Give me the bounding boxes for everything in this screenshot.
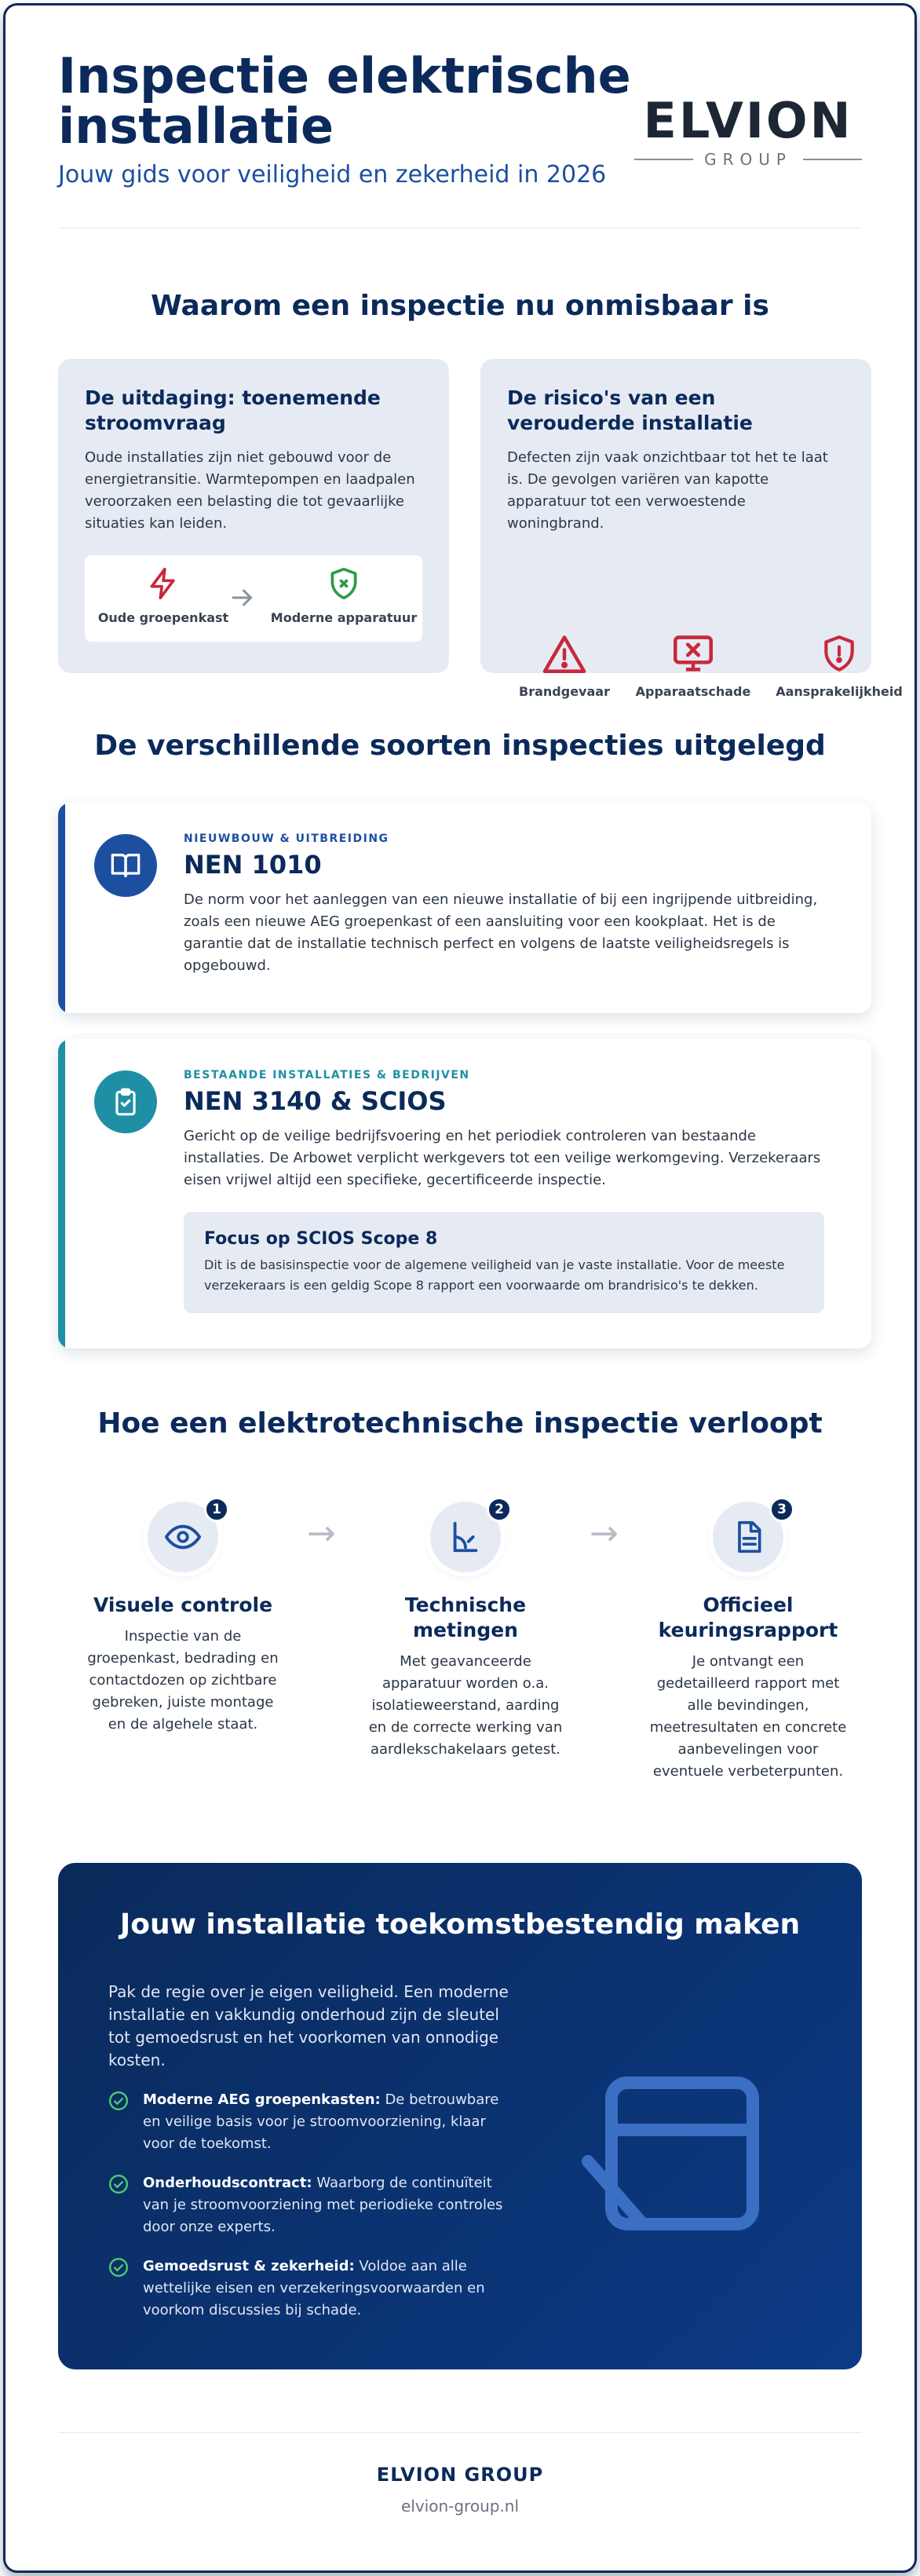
benefit-item [108,2089,509,2155]
shield-alert-icon [817,634,861,673]
benefit-bold: Onderhoudscontract: [143,2175,312,2191]
step-number: 2 [487,1497,512,1522]
shield-check-icon [327,566,361,601]
lightning-icon [146,566,181,601]
panel-graphic-icon [580,2067,761,2248]
cta-title: Jouw installatie toekomstbestendig maken [119,1908,801,1941]
types-section-title: De verschillende soorten inspecties uitgelegd [94,730,826,762]
document-icon [731,1520,765,1554]
cta-panel [58,1863,862,2369]
step-official-report [638,1502,858,1783]
nen1010-title: NEN 1010 [184,850,322,880]
check-circle-icon [108,2257,129,2278]
cta-benefits-list [108,2089,509,2339]
process-section-title: Hoe een elektrotechnische inspectie verloopt [97,1407,823,1440]
step-text: Inspectie van de groepenkast, bedrading en contactdozen op zichtbare gebreken, juiste montage en de algehele staat. [87,1628,279,1733]
risk-fire [494,634,635,699]
focus-text: Dit is de basisinspectie voor de algemene veiligheid van je vaste installatie. Voor de meeste verzekeraars is een geldig Scope 8 rapport een voorwaarde om brandrisico's te dekken. [204,1257,785,1293]
step-technical-measurements [356,1502,575,1761]
page-title: Inspectie elektrische installatie [58,47,631,155]
cta-intro: Pak de regie over je eigen veiligheid. Een moderne installatie en vakkundig onderhoud zijn de sleutel tot gemoedsrust en het voorkomen van onnodige kosten. [108,1982,509,2069]
nen3140-eyebrow: BESTAANDE INSTALLATIES & BEDRIJVEN [184,1069,470,1081]
clipboard-check-icon [111,1087,141,1117]
nen1010-text: De norm voor het aanleggen van een nieuwe installatie of bij een ingrijpende uitbreiding, zoals een nieuwe AEG groepenkast of een aansluiting voor een kookplaat. Het is de garantie dat de installatie technisch perfect en volgens de laatste veiligheidsregels is opgebouwd. [184,891,818,974]
check-circle-icon [108,2091,129,2111]
risk-label: Brandgevaar [519,684,610,699]
company-logo [634,92,862,169]
logo-wordmark: ELVION [643,92,853,149]
logo-subtext: GROUP [704,150,792,169]
why-section-title: Waarom een inspectie nu onmisbaar is [151,290,769,322]
risks-text: Defecten zijn vaak onzichtbaar tot het te laat is. De gevolgen variëren van kapotte apparatuur tot een verwoestende woningbrand. [507,449,828,532]
book-icon [110,850,141,881]
challenge-card [58,359,449,673]
header-divider [58,228,862,229]
benefit-item [108,2172,509,2238]
nen3140-text: Gericht op de veilige bedrijfsvoering en het periodiek controleren van bestaande installaties. De Arbowet verplicht werkgevers tot een veilige werkomgeving. Verzekeraars eisen vrijwel altijd een specifieke, gecertificeerde inspectie. [184,1128,821,1188]
footer-divider [58,2432,862,2433]
focus-title: Focus op SCIOS Scope 8 [204,1229,438,1249]
nen3140-card [58,1039,871,1348]
step-text: Met geavanceerde apparatuur worden o.a. isolatieweerstand, aarding en de correcte werking van aardlekschakelaars getest. [368,1653,563,1758]
challenge-text: Oude installaties zijn niet gebouwd voor de energietransitie. Warmtepompen en laadpalen veroorzaken een belasting die tot gevaarlijke situaties kan leiden. [85,449,415,532]
risk-liability [768,634,910,699]
benefit-bold: Gemoedsrust & zekerheid: [143,2258,355,2274]
nen3140-title: NEN 3140 & SCIOS [184,1086,447,1116]
arrow-right-icon: → [590,1513,619,1553]
eye-icon [165,1519,201,1555]
challenge-title: De uitdaging: toenemende stroomvraag [85,386,381,434]
benefit-bold: Moderne AEG groepenkasten: [143,2091,381,2108]
nen1010-card [58,803,871,1013]
step-text: Je ontvangt een gedetailleerd rapport met alle bevindingen, meetresultaten en concrete aanbevelingen voor eventuele verbeterpunten. [649,1653,847,1780]
old-panel-label: Oude groepenkast [97,610,229,625]
modern-equipment-label: Moderne apparatuur [270,610,418,625]
infographic-page [3,3,917,2573]
benefit-text: Voldoe aan alle wettelijke eisen en verzekeringsvoorwaarden en voorkom discussies bij schade. [143,2258,485,2318]
step-title: Visuele controle [93,1594,273,1616]
broken-monitor-icon [671,634,715,673]
benefit-text: Waarborg de continuïteit van je stroomvoorziening met periodieke controles door onze experts. [143,2175,503,2235]
risk-label: Aansprakelijkheid [776,684,903,699]
step-title: Technische metingen [404,1594,527,1641]
step-visual-inspection [73,1502,293,1736]
header [58,47,862,232]
arrow-right-icon [228,584,257,612]
scios-focus-box [184,1212,824,1313]
warning-icon [542,634,586,673]
nen1010-eyebrow: NIEUWBOUW & UITBREIDING [184,832,389,845]
risk-label: Apparaatschade [635,684,751,699]
step-number: 3 [769,1497,794,1522]
risk-damage [622,634,764,699]
footer-website-link[interactable]: elvion-group.nl [400,2497,520,2516]
benefit-text: De betrouwbare en veilige basis voor je stroomvoorziening, klaar voor de toekomst. [143,2091,499,2152]
risks-card [480,359,871,673]
arrow-right-icon: → [307,1513,336,1553]
step-number: 1 [204,1497,229,1522]
footer [5,2464,915,2516]
comparison-box [85,555,422,642]
step-title: Officieel keuringsrapport [658,1594,838,1641]
measurement-icon [447,1519,484,1555]
footer-company: ELVION GROUP [376,2464,544,2486]
benefit-item [108,2256,509,2322]
risks-title: De risico's van een verouderde installatie [507,386,753,434]
page-subtitle: Jouw gids voor veiligheid en zekerheid in 2026 [58,161,607,188]
check-circle-icon [108,2174,129,2194]
